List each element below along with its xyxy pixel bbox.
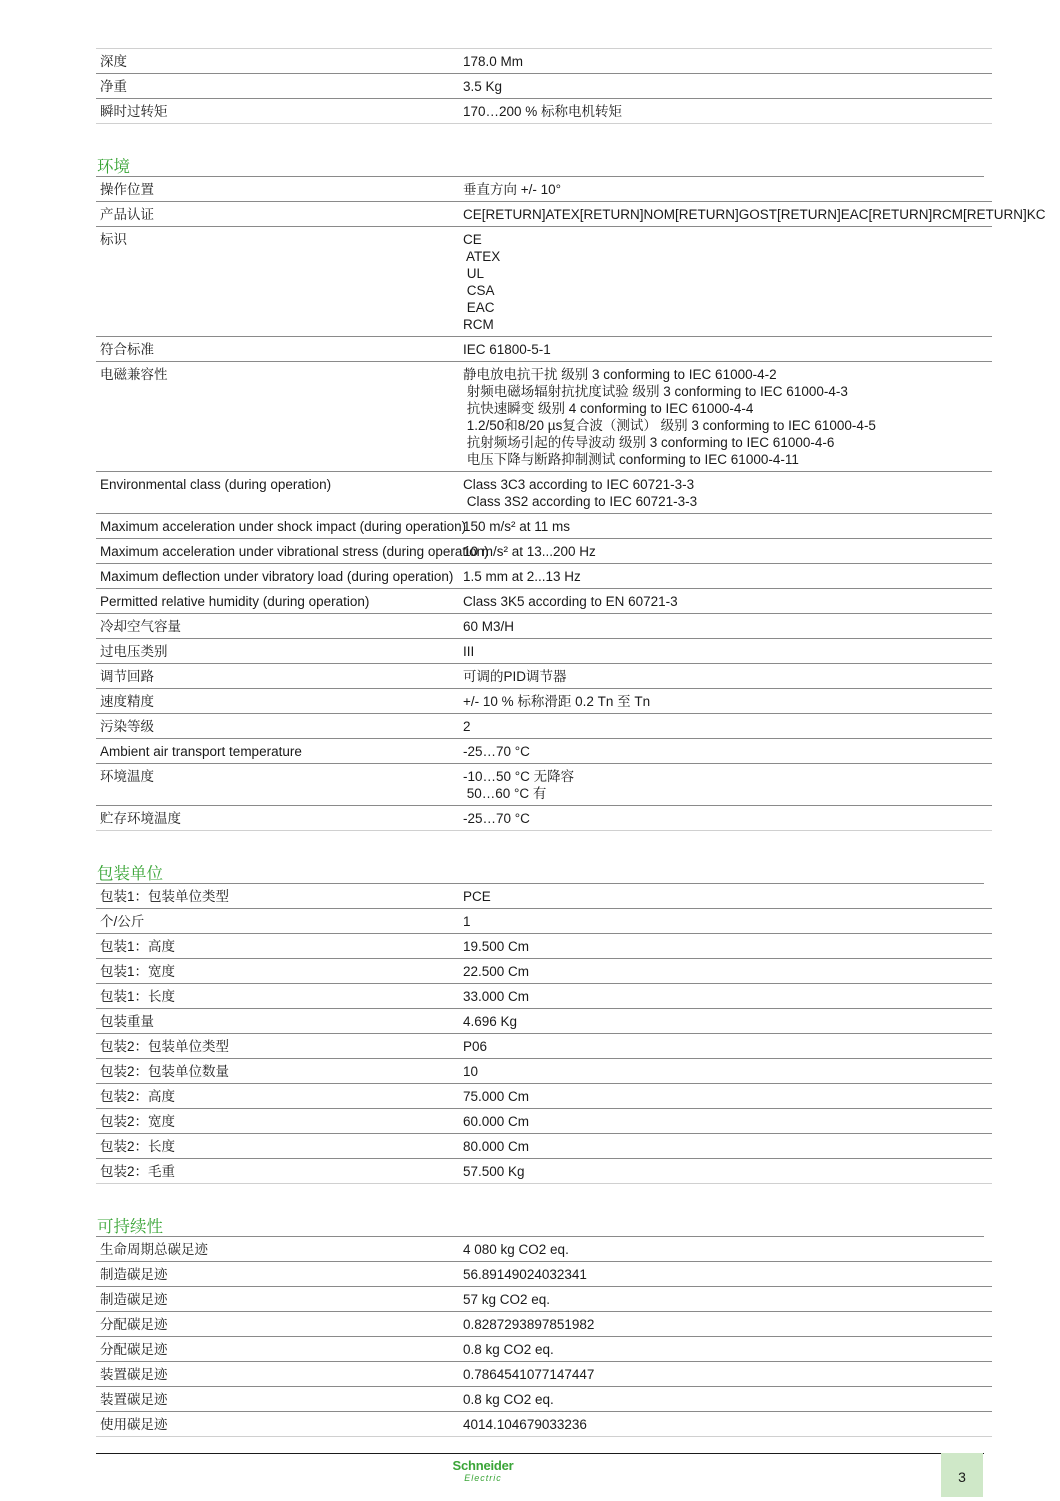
spec-value: 4014.104679033236 bbox=[459, 1412, 992, 1437]
spec-label: Environmental class (during operation) bbox=[96, 472, 459, 514]
spec-value: 170…200 % 标称电机转矩 bbox=[459, 99, 992, 124]
spec-label: 生命周期总碳足迹 bbox=[96, 1237, 459, 1262]
spec-label: 速度精度 bbox=[96, 689, 459, 714]
spec-label: 分配碳足迹 bbox=[96, 1312, 459, 1337]
schneider-electric-logo bbox=[443, 1459, 523, 1489]
spec-value: Class 3C3 according to IEC 60721-3-3 Class 3S2 according to IEC 60721-3-3 bbox=[459, 472, 992, 514]
spec-row bbox=[96, 959, 992, 984]
spec-row bbox=[96, 764, 992, 806]
spec-label: 包装2：宽度 bbox=[96, 1109, 459, 1134]
spec-row bbox=[96, 1387, 992, 1412]
spec-label: 冷却空气容量 bbox=[96, 614, 459, 639]
spec-value: -25…70 °C bbox=[459, 806, 992, 831]
spec-value: 33.000 Cm bbox=[459, 984, 992, 1009]
spec-label: 环境温度 bbox=[96, 764, 459, 806]
spec-label: 个/公斤 bbox=[96, 909, 459, 934]
spec-label: 过电压类别 bbox=[96, 639, 459, 664]
spec-label: 包装1：长度 bbox=[96, 984, 459, 1009]
spec-row bbox=[96, 739, 992, 764]
spec-label: Permitted relative humidity (during operation) bbox=[96, 589, 459, 614]
spec-value: III bbox=[459, 639, 992, 664]
spec-value: 57 kg CO2 eq. bbox=[459, 1287, 992, 1312]
spec-value: CE[RETURN]ATEX[RETURN]NOM[RETURN]GOST[RETURN]EAC[RETURN]RCM[RETURN]KC bbox=[459, 202, 992, 227]
spec-row bbox=[96, 1134, 992, 1159]
spec-value: PCE bbox=[459, 884, 992, 909]
spec-row bbox=[96, 1362, 992, 1387]
spec-row bbox=[96, 514, 992, 539]
spec-section bbox=[96, 158, 1046, 831]
spec-row bbox=[96, 1237, 992, 1262]
spec-label: 净重 bbox=[96, 74, 459, 99]
spec-value: 4 080 kg CO2 eq. bbox=[459, 1237, 992, 1262]
spec-label: 操作位置 bbox=[96, 177, 459, 202]
spec-value: P06 bbox=[459, 1034, 992, 1059]
spec-value: 2 bbox=[459, 714, 992, 739]
spec-table bbox=[96, 1237, 992, 1437]
spec-row bbox=[96, 934, 992, 959]
spec-row bbox=[96, 1059, 992, 1084]
spec-row bbox=[96, 639, 992, 664]
spec-value: 10 m/s² at 13...200 Hz bbox=[459, 539, 992, 564]
spec-value: 80.000 Cm bbox=[459, 1134, 992, 1159]
spec-value: +/- 10 % 标称滑距 0.2 Tn 至 Tn bbox=[459, 689, 992, 714]
spec-section bbox=[96, 1218, 984, 1437]
spec-section bbox=[96, 48, 984, 124]
spec-label: 包装2：高度 bbox=[96, 1084, 459, 1109]
spec-row bbox=[96, 539, 992, 564]
spec-row bbox=[96, 909, 992, 934]
spec-label: 包装1：宽度 bbox=[96, 959, 459, 984]
spec-row bbox=[96, 1084, 992, 1109]
spec-label: 标识 bbox=[96, 227, 459, 337]
spec-row bbox=[96, 177, 992, 202]
spec-value: 垂直方向 +/- 10° bbox=[459, 177, 992, 202]
section-title: 包装单位 bbox=[96, 865, 984, 884]
spec-value: IEC 61800-5-1 bbox=[459, 337, 992, 362]
spec-table bbox=[96, 884, 992, 1184]
spec-document bbox=[96, 48, 1046, 1471]
spec-value: 56.89149024032341 bbox=[459, 1262, 992, 1287]
spec-row bbox=[96, 1009, 992, 1034]
spec-value: 22.500 Cm bbox=[459, 959, 992, 984]
spec-value: 1 bbox=[459, 909, 992, 934]
spec-label: 调节回路 bbox=[96, 664, 459, 689]
spec-label: 符合标准 bbox=[96, 337, 459, 362]
spec-section bbox=[96, 865, 984, 1184]
spec-row bbox=[96, 472, 992, 514]
spec-value: 4.696 Kg bbox=[459, 1009, 992, 1034]
spec-value: 178.0 Mm bbox=[459, 49, 992, 74]
spec-value: 75.000 Cm bbox=[459, 1084, 992, 1109]
spec-value: 可调的PID调节器 bbox=[459, 664, 992, 689]
spec-value: 0.7864541077147447 bbox=[459, 1362, 992, 1387]
spec-label: 污染等级 bbox=[96, 714, 459, 739]
spec-row bbox=[96, 984, 992, 1009]
spec-row bbox=[96, 664, 992, 689]
spec-value: 0.8 kg CO2 eq. bbox=[459, 1387, 992, 1412]
spec-row bbox=[96, 1262, 992, 1287]
spec-label: 包装2：包装单位数量 bbox=[96, 1059, 459, 1084]
spec-row bbox=[96, 49, 992, 74]
spec-label: 制造碳足迹 bbox=[96, 1262, 459, 1287]
spec-label: 包装2：毛重 bbox=[96, 1159, 459, 1184]
spec-value: 60.000 Cm bbox=[459, 1109, 992, 1134]
spec-row bbox=[96, 564, 992, 589]
spec-row bbox=[96, 1287, 992, 1312]
spec-row bbox=[96, 337, 992, 362]
logo-brand-text: Schneider bbox=[452, 1458, 514, 1473]
spec-label: 使用碳足迹 bbox=[96, 1412, 459, 1437]
section-title: 可持续性 bbox=[96, 1218, 984, 1237]
spec-value: -10…50 °C 无降容 50…60 °C 有 bbox=[459, 764, 992, 806]
spec-value: 57.500 Kg bbox=[459, 1159, 992, 1184]
spec-value: -25…70 °C bbox=[459, 739, 992, 764]
spec-label: 装置碳足迹 bbox=[96, 1362, 459, 1387]
spec-row bbox=[96, 714, 992, 739]
spec-table bbox=[96, 177, 1046, 831]
spec-value: 10 bbox=[459, 1059, 992, 1084]
spec-row bbox=[96, 1109, 992, 1134]
spec-label: 贮存环境温度 bbox=[96, 806, 459, 831]
spec-value: CE ATEX UL CSA EAC RCM bbox=[459, 227, 992, 337]
spec-value: 1.5 mm at 2...13 Hz bbox=[459, 564, 992, 589]
spec-label: 电磁兼容性 bbox=[96, 362, 459, 472]
spec-row bbox=[96, 806, 992, 831]
spec-label: 分配碳足迹 bbox=[96, 1337, 459, 1362]
spec-value: Class 3K5 according to EN 60721-3 bbox=[459, 589, 992, 614]
spec-label: Maximum acceleration under vibrational stress (during operation) bbox=[96, 539, 459, 564]
spec-value: 60 M3/H bbox=[459, 614, 992, 639]
spec-row bbox=[96, 1412, 992, 1437]
spec-value: 静电放电抗干扰 级别 3 conforming to IEC 61000-4-2 射频电磁场辐射抗扰度试验 级别 3 conforming to IEC 61000-4-3 抗快速瞬变 级别 4 conforming to IEC 61000-4-4 1.2/50和8/20 µs复合波（测试） 级别 3 conforming to IEC 61000-4-5 抗射频场引起的传导波动 级别 3 conforming to IEC 61000-4-6 电压下降与断路抑制测试 conforming to IEC 61000-4-11 bbox=[459, 362, 992, 472]
spec-value: 3.5 Kg bbox=[459, 74, 992, 99]
spec-row bbox=[96, 227, 992, 337]
spec-row bbox=[96, 1312, 992, 1337]
spec-row bbox=[96, 1034, 992, 1059]
spec-label: 装置碳足迹 bbox=[96, 1387, 459, 1412]
spec-label: 包装2：包装单位类型 bbox=[96, 1034, 459, 1059]
spec-row bbox=[96, 362, 992, 472]
spec-label: Maximum deflection under vibratory load (during operation) bbox=[96, 564, 459, 589]
spec-value: 0.8 kg CO2 eq. bbox=[459, 1337, 992, 1362]
spec-row bbox=[96, 614, 992, 639]
spec-row bbox=[96, 884, 992, 909]
spec-label: 包装重量 bbox=[96, 1009, 459, 1034]
footer-divider bbox=[96, 1453, 984, 1454]
spec-label: 瞬时过转矩 bbox=[96, 99, 459, 124]
spec-label: 包装2：长度 bbox=[96, 1134, 459, 1159]
spec-row bbox=[96, 202, 992, 227]
spec-row bbox=[96, 1159, 992, 1184]
page-number: 3 bbox=[941, 1453, 983, 1497]
section-title: 环境 bbox=[96, 158, 984, 177]
spec-value: 150 m/s² at 11 ms bbox=[459, 514, 992, 539]
spec-label: Ambient air transport temperature bbox=[96, 739, 459, 764]
spec-label: Maximum acceleration under shock impact (during operation) bbox=[96, 514, 459, 539]
spec-row bbox=[96, 689, 992, 714]
spec-table bbox=[96, 48, 992, 124]
spec-row bbox=[96, 1337, 992, 1362]
spec-value: 19.500 Cm bbox=[459, 934, 992, 959]
spec-label: 包装1：包装单位类型 bbox=[96, 884, 459, 909]
spec-row bbox=[96, 74, 992, 99]
spec-label: 产品认证 bbox=[96, 202, 459, 227]
spec-row bbox=[96, 99, 992, 124]
spec-label: 制造碳足迹 bbox=[96, 1287, 459, 1312]
spec-label: 深度 bbox=[96, 49, 459, 74]
logo-sub-text: Electric bbox=[464, 1473, 502, 1483]
spec-row bbox=[96, 589, 992, 614]
spec-value: 0.8287293897851982 bbox=[459, 1312, 992, 1337]
spec-label: 包装1：高度 bbox=[96, 934, 459, 959]
